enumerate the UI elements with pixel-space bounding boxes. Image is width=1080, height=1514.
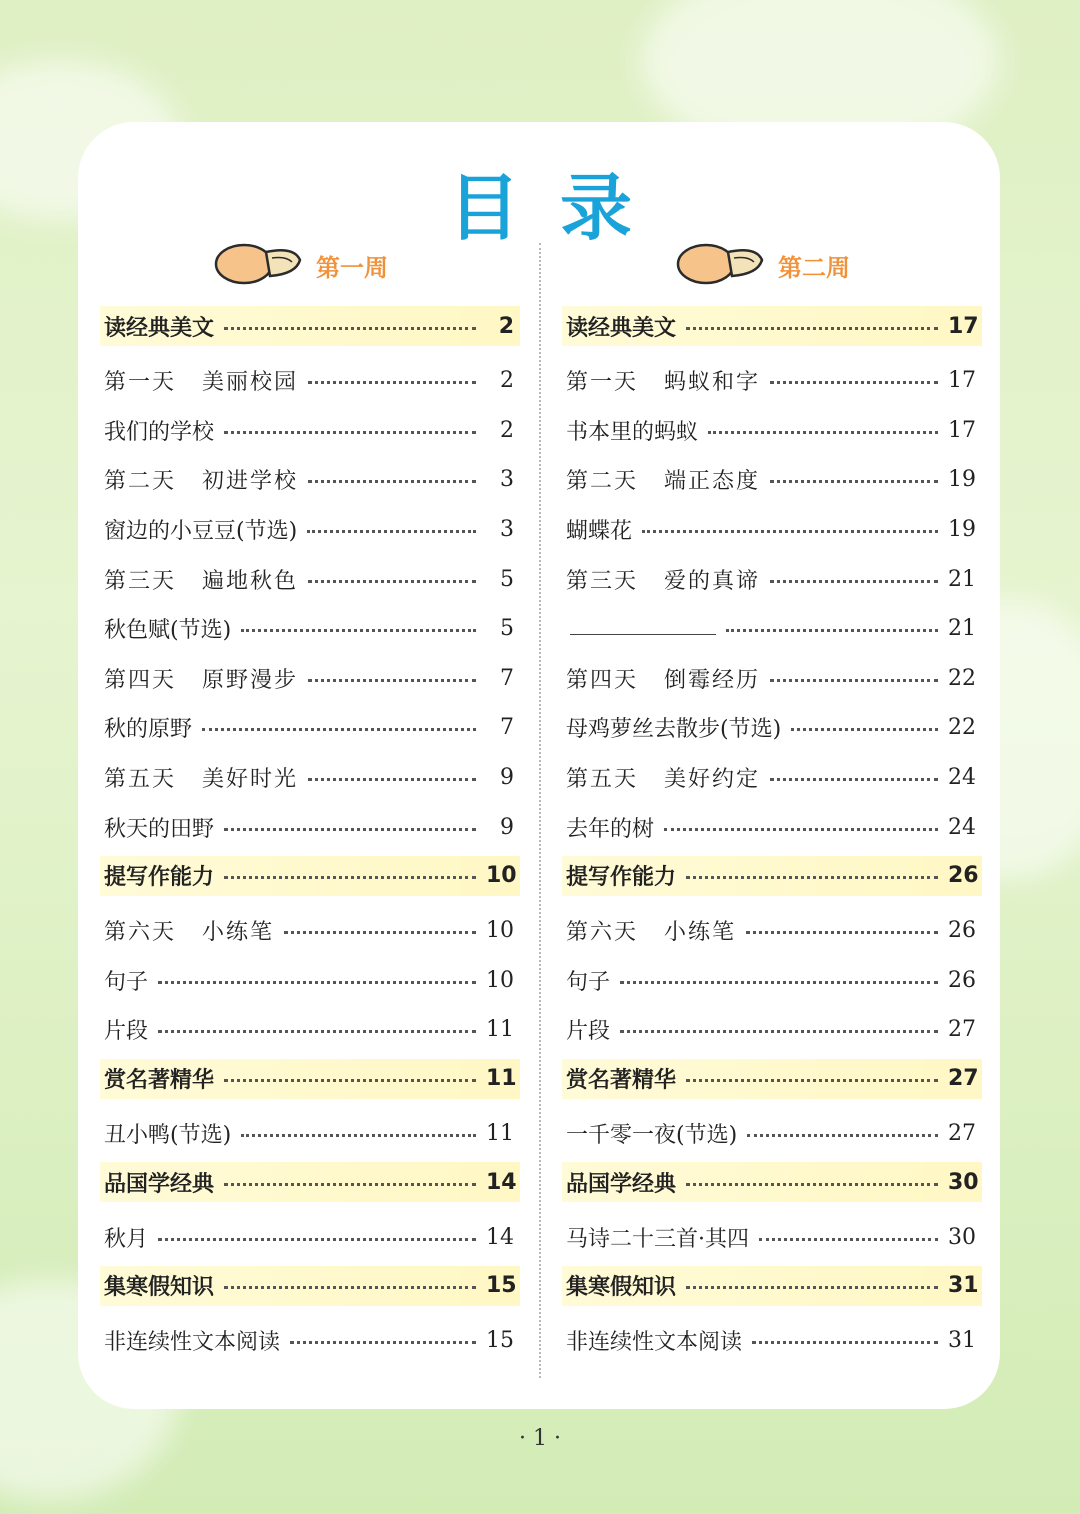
- dot-leader: [726, 629, 938, 632]
- day-number: 第二天: [104, 469, 177, 495]
- day-topic: 美好约定: [664, 767, 761, 793]
- toc-entry-title: 我们的学校: [104, 419, 215, 445]
- dot-leader: [224, 1079, 476, 1082]
- toc-page-number: 24: [948, 814, 976, 840]
- toc-page-number: 5: [500, 566, 514, 592]
- dot-leader: [770, 679, 938, 682]
- day-number: 第五天: [104, 767, 177, 793]
- toc-entry-row[interactable]: [100, 455, 520, 505]
- toc-entry-title: 提写作能力: [104, 865, 215, 891]
- dot-leader: [752, 1341, 938, 1344]
- toc-entry-row[interactable]: [100, 406, 520, 456]
- dot-leader: [308, 480, 476, 483]
- toc-section-row[interactable]: [100, 856, 520, 896]
- toc-page-number: 27: [948, 1066, 979, 1092]
- day-topic: 小练笔: [202, 920, 275, 946]
- toc-page-number: 27: [948, 1121, 976, 1147]
- dot-leader: [746, 931, 938, 934]
- toc-entry-title: [100, 762, 298, 793]
- toc-page-number: 26: [948, 967, 976, 993]
- toc-page-number: 15: [486, 1328, 514, 1354]
- toc-section-row[interactable]: [100, 1162, 520, 1202]
- day-topic: 美好时光: [202, 767, 299, 793]
- toc-entry-title: 品国学经典: [104, 1171, 215, 1197]
- page-number: · 1 ·: [519, 1426, 561, 1451]
- day-number: 第二天: [566, 469, 639, 495]
- toc-entry-title: 非连续性文本阅读: [104, 1330, 281, 1356]
- toc-page-number: 11: [486, 1066, 517, 1092]
- dot-leader: [202, 728, 476, 731]
- toc-page-number: 2: [500, 417, 514, 443]
- toc-entry-title: 马诗二十三首·其四: [566, 1226, 749, 1252]
- toc-page-number: 10: [486, 967, 514, 993]
- acorn-icon: [214, 238, 306, 286]
- dot-leader: [770, 580, 938, 583]
- dot-leader: [307, 530, 476, 533]
- toc-page-number: 10: [486, 918, 514, 944]
- toc-entry-title: 句子: [566, 969, 611, 995]
- dot-leader: [686, 1286, 938, 1289]
- acorn-icon: [676, 238, 768, 286]
- toc-entry-row[interactable]: [562, 505, 982, 555]
- dot-leader: [224, 327, 476, 330]
- dot-leader: [686, 1079, 938, 1082]
- toc-entry-row[interactable]: [562, 906, 982, 956]
- day-topic: 端正态度: [664, 469, 761, 495]
- toc-entry-row[interactable]: [100, 1109, 520, 1159]
- toc-entry-row[interactable]: [100, 1316, 520, 1366]
- column-divider: [539, 243, 541, 1378]
- toc-page-number: 14: [486, 1224, 514, 1250]
- dot-leader: [224, 1286, 476, 1289]
- toc-entry-title: 去年的树: [566, 816, 655, 842]
- toc-page-number: 3: [500, 467, 514, 493]
- toc-entry-title: 片段: [566, 1019, 611, 1045]
- dot-leader: [686, 327, 938, 330]
- toc-entry-title: [562, 464, 760, 495]
- toc-entry-title: 句子: [104, 969, 149, 995]
- toc-entry-title: 集寒假知识: [104, 1275, 215, 1301]
- toc-page-number: 7: [500, 665, 514, 691]
- dot-leader: [308, 381, 476, 384]
- day-number: 第六天: [566, 920, 639, 946]
- toc-entry-title: [100, 663, 298, 694]
- toc-page-number: 24: [948, 765, 976, 791]
- toc-entry-title: 一千零一夜(节选): [566, 1123, 738, 1149]
- day-topic: 原野漫步: [202, 667, 299, 693]
- toc-page-number: 17: [948, 417, 976, 443]
- toc-section-row[interactable]: [100, 1059, 520, 1099]
- toc-page-number: 2: [498, 313, 514, 339]
- day-topic: 遍地秋色: [202, 568, 299, 594]
- toc-entry-row[interactable]: [100, 1005, 520, 1055]
- toc-page-number: 30: [948, 1169, 979, 1195]
- day-topic: 初进学校: [202, 469, 299, 495]
- dot-leader: [224, 431, 476, 434]
- toc-entry-title: 秋的原野: [104, 717, 193, 743]
- toc-page-number: 11: [486, 1121, 514, 1147]
- toc-page-number: 11: [486, 1017, 514, 1043]
- toc-entry-row[interactable]: [100, 554, 520, 604]
- dot-leader: [759, 1238, 938, 1241]
- dot-leader: [770, 381, 938, 384]
- toc-page-number: 3: [500, 517, 514, 543]
- week-column-1: [100, 238, 520, 1366]
- toc-entry-title: 赏名著精华: [104, 1068, 215, 1094]
- toc-section-row[interactable]: [562, 1266, 982, 1306]
- toc-section-row[interactable]: [562, 856, 982, 896]
- dot-leader: [642, 530, 938, 533]
- toc-entry-row[interactable]: [100, 1212, 520, 1262]
- dot-leader: [290, 1341, 476, 1344]
- toc-entry-row[interactable]: [562, 1212, 982, 1262]
- toc-page-number: 19: [948, 517, 976, 543]
- toc-entry-title: 读经典美文: [566, 315, 677, 341]
- toc-page-number: 21: [948, 566, 976, 592]
- dot-leader: [241, 629, 476, 632]
- day-number: 第四天: [566, 667, 639, 693]
- dot-leader: [770, 778, 938, 781]
- toc-page-number: 22: [948, 715, 976, 741]
- day-topic: 倒霉经历: [664, 667, 761, 693]
- dot-leader: [686, 1183, 938, 1186]
- toc-list: [100, 306, 520, 1366]
- day-number: 第一天: [566, 370, 639, 396]
- dot-leader: [620, 1030, 938, 1033]
- dot-leader: [708, 431, 938, 434]
- toc-page-number: 30: [948, 1224, 976, 1250]
- toc-entry-title: [100, 564, 298, 595]
- dot-leader: [158, 1238, 476, 1241]
- toc-entry-row[interactable]: [100, 703, 520, 753]
- toc-entry-title: 秋色赋(节选): [104, 618, 232, 644]
- week-column-2: [562, 238, 982, 1366]
- toc-section-row[interactable]: [562, 306, 982, 346]
- week-label: 第二周: [778, 254, 850, 282]
- fill-in-blank-line: [570, 620, 716, 635]
- dot-leader: [308, 778, 476, 781]
- dot-leader: [308, 679, 476, 682]
- day-number: 第五天: [566, 767, 639, 793]
- toc-entry-row[interactable]: [100, 604, 520, 654]
- toc-entry-title: [100, 464, 298, 495]
- toc-entry-title: [562, 663, 760, 694]
- toc-entry-row[interactable]: [100, 654, 520, 704]
- toc-page-number: 15: [486, 1273, 517, 1299]
- toc-entry-title: 读经典美文: [104, 315, 215, 341]
- toc-entry-title: 母鸡萝丝去散步(节选): [566, 717, 782, 743]
- toc-entry-row[interactable]: [562, 802, 982, 852]
- toc-entry-title: 蝴蝶花: [566, 519, 633, 545]
- toc-entry-row[interactable]: [562, 604, 982, 654]
- dot-leader: [241, 1134, 476, 1137]
- day-number: 第六天: [104, 920, 177, 946]
- toc-entry-row[interactable]: [100, 956, 520, 1006]
- toc-entry-row[interactable]: [100, 356, 520, 406]
- toc-entry-row[interactable]: [562, 1005, 982, 1055]
- toc-entry-title: [100, 915, 274, 946]
- toc-page-number: 9: [500, 765, 514, 791]
- toc-entry-title: [562, 365, 760, 396]
- toc-page-number: 17: [948, 313, 979, 339]
- day-number: 第一天: [104, 370, 177, 396]
- toc-entry-row[interactable]: [100, 753, 520, 803]
- toc-entry-title: 提写作能力: [566, 865, 677, 891]
- toc-entry-title: [100, 365, 298, 396]
- dot-leader: [791, 728, 938, 731]
- toc-entry-title: 非连续性文本阅读: [566, 1330, 743, 1356]
- toc-page-number: 5: [500, 616, 514, 642]
- toc-entry-title: [562, 616, 716, 641]
- toc-entry-title: 片段: [104, 1019, 149, 1045]
- toc-entry-row[interactable]: [562, 1109, 982, 1159]
- toc-page-number: 21: [948, 616, 976, 642]
- toc-page-number: 27: [948, 1017, 976, 1043]
- toc-page-number: 2: [500, 368, 514, 394]
- toc-entry-row[interactable]: [562, 956, 982, 1006]
- toc-entry-title: 品国学经典: [566, 1171, 677, 1197]
- toc-entry-title: 丑小鸭(节选): [104, 1123, 232, 1149]
- toc-page-number: 31: [948, 1273, 979, 1299]
- dot-leader: [224, 1183, 476, 1186]
- toc-entry-title: [562, 762, 760, 793]
- dot-leader: [747, 1134, 938, 1137]
- dot-leader: [284, 931, 476, 934]
- dot-leader: [686, 876, 938, 879]
- toc-list: [562, 306, 982, 1366]
- dot-leader: [224, 876, 476, 879]
- toc-entry-title: 秋天的田野: [104, 816, 215, 842]
- page-title: 目录: [447, 166, 672, 250]
- dot-leader: [308, 580, 476, 583]
- dot-leader: [158, 981, 476, 984]
- toc-page-number: 31: [948, 1328, 976, 1354]
- toc-entry-row[interactable]: [100, 802, 520, 852]
- toc-entry-row[interactable]: [562, 753, 982, 803]
- toc-page-number: 26: [948, 918, 976, 944]
- toc-section-row[interactable]: [562, 1162, 982, 1202]
- toc-entry-row[interactable]: [100, 505, 520, 555]
- dot-leader: [770, 480, 938, 483]
- toc-page-number: 26: [948, 863, 979, 889]
- toc-page-number: 10: [486, 863, 517, 889]
- toc-entry-title: 集寒假知识: [566, 1275, 677, 1301]
- week-header: [562, 238, 982, 290]
- toc-entry-row[interactable]: [562, 654, 982, 704]
- toc-page-number: 14: [486, 1169, 517, 1195]
- toc-entry-row[interactable]: [562, 406, 982, 456]
- day-number: 第四天: [104, 667, 177, 693]
- toc-section-row[interactable]: [100, 306, 520, 346]
- toc-section-row[interactable]: [100, 1266, 520, 1306]
- toc-page-number: 9: [500, 814, 514, 840]
- toc-entry-title: 窗边的小豆豆(节选): [104, 519, 298, 545]
- toc-entry-row[interactable]: [562, 1316, 982, 1366]
- day-topic: 爱的真谛: [664, 568, 761, 594]
- day-topic: 小练笔: [664, 920, 737, 946]
- toc-page-number: 22: [948, 665, 976, 691]
- toc-entry-title: [562, 915, 736, 946]
- dot-leader: [158, 1030, 476, 1033]
- toc-entry-row[interactable]: [562, 356, 982, 406]
- toc-page-number: 17: [948, 368, 976, 394]
- toc-page-number: 7: [500, 715, 514, 741]
- dot-leader: [224, 828, 476, 831]
- day-topic: 蚂蚁和字: [664, 370, 761, 396]
- toc-entry-row[interactable]: [562, 703, 982, 753]
- toc-entry-title: 赏名著精华: [566, 1068, 677, 1094]
- toc-page-number: 19: [948, 467, 976, 493]
- toc-entry-row[interactable]: [562, 455, 982, 505]
- toc-entry-row[interactable]: [100, 906, 520, 956]
- toc-entry-title: 秋月: [104, 1226, 149, 1252]
- toc-entry-row[interactable]: [562, 554, 982, 604]
- day-number: 第三天: [104, 568, 177, 594]
- dot-leader: [664, 828, 938, 831]
- toc-entry-title: 书本里的蚂蚁: [566, 419, 699, 445]
- toc-entry-title: [562, 564, 760, 595]
- week-label: 第一周: [316, 254, 388, 282]
- dot-leader: [620, 981, 938, 984]
- week-header: [100, 238, 520, 290]
- day-topic: 美丽校园: [202, 370, 299, 396]
- toc-section-row[interactable]: [562, 1059, 982, 1099]
- day-number: 第三天: [566, 568, 639, 594]
